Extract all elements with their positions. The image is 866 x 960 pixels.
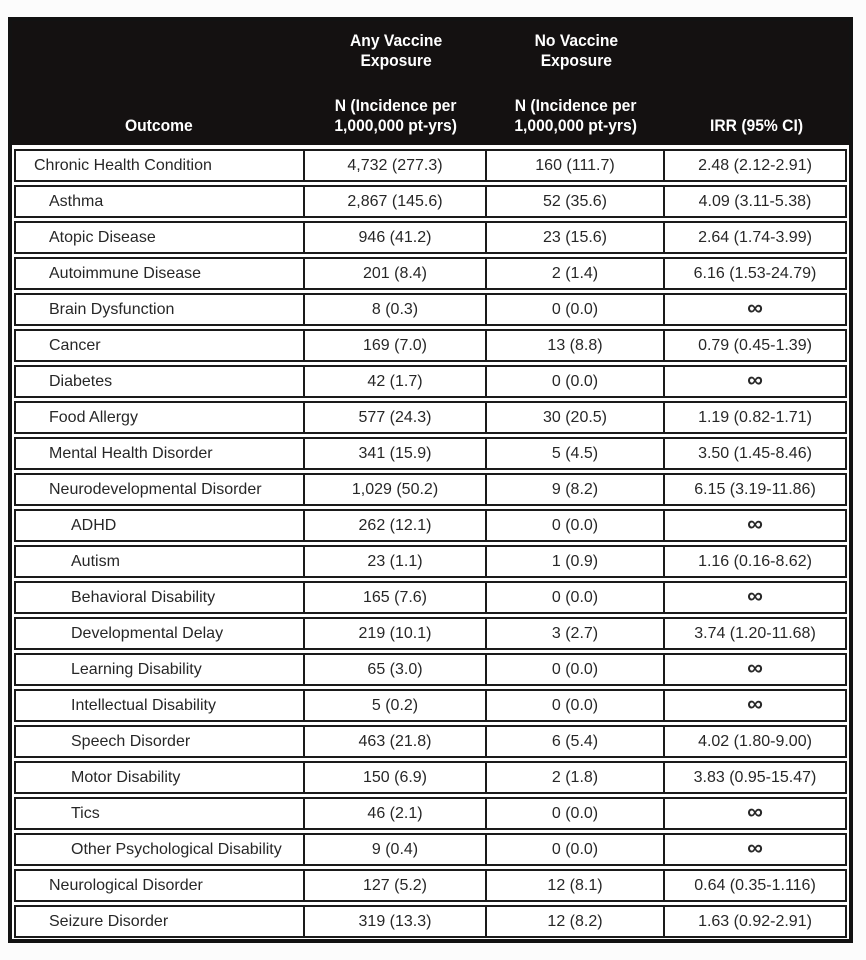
no-vaccine-cell: 23 (15.6) [487, 223, 665, 252]
table-row [14, 545, 847, 578]
any-vaccine-measure-title [329, 96, 462, 136]
irr-cell: ∞ [747, 511, 763, 536]
irr-cell: 2.48 (2.12-2.91) [698, 156, 812, 174]
header-cell-no-vaccine [487, 21, 665, 145]
no-vaccine-cell: 1 (0.9) [487, 547, 665, 576]
outcome-cell: Autism [16, 547, 305, 576]
no-vaccine-title-line2: Exposure [540, 51, 612, 71]
irr-cell: 0.64 (0.35-1.116) [694, 876, 816, 894]
irr-cell: ∞ [747, 835, 763, 860]
table-row [14, 509, 847, 542]
irr-cell: 1.19 (0.82-1.71) [698, 408, 812, 426]
outcome-cell: Cancer [16, 331, 305, 360]
table-row [14, 401, 847, 434]
table-row [14, 689, 847, 722]
table-row [14, 653, 847, 686]
any-vaccine-cell: 42 (1.7) [305, 367, 487, 396]
table-row [14, 185, 847, 218]
any-vaccine-measure-line1: N (Incidence per [335, 95, 457, 115]
any-vaccine-cell: 127 (5.2) [305, 871, 487, 900]
any-vaccine-measure-line2: 1,000,000 pt-yrs) [334, 115, 458, 135]
any-vaccine-cell: 46 (2.1) [305, 799, 487, 828]
outcome-cell: Neurological Disorder [16, 871, 305, 900]
outcome-cell: Other Psychological Disability [16, 835, 305, 864]
irr-cell: 3.83 (0.95-15.47) [693, 768, 817, 786]
no-vaccine-cell: 3 (2.7) [487, 619, 665, 648]
no-vaccine-cell: 2 (1.4) [487, 259, 665, 288]
table-row [14, 833, 847, 866]
table-row [14, 293, 847, 326]
outcome-cell: Diabetes [16, 367, 305, 396]
table-row [14, 149, 847, 182]
table-row [14, 221, 847, 254]
irr-cell: 3.74 (1.20-11.68) [694, 624, 816, 642]
table-row [14, 329, 847, 362]
outcome-cell: ADHD [16, 511, 305, 540]
irr-cell: 0.79 (0.45-1.39) [698, 336, 812, 354]
any-vaccine-cell: 2,867 (145.6) [305, 187, 487, 216]
table-body [12, 145, 849, 938]
any-vaccine-cell: 946 (41.2) [305, 223, 487, 252]
irr-cell: 4.09 (3.11-5.38) [698, 192, 812, 210]
outcome-cell: Tics [16, 799, 305, 828]
any-vaccine-cell: 165 (7.6) [305, 583, 487, 612]
irr-cell: ∞ [747, 799, 763, 824]
outcome-cell: Chronic Health Condition [16, 151, 305, 180]
any-vaccine-cell: 169 (7.0) [305, 331, 487, 360]
irr-cell: 6.16 (1.53-24.79) [693, 264, 817, 282]
any-vaccine-group-title [346, 21, 446, 71]
irr-cell: ∞ [747, 295, 763, 320]
table-row [14, 437, 847, 470]
any-vaccine-cell: 262 (12.1) [305, 511, 487, 540]
any-vaccine-cell: 577 (24.3) [305, 403, 487, 432]
outcome-cell: Autoimmune Disease [16, 259, 305, 288]
irr-cell: 2.64 (1.74-3.99) [698, 228, 812, 246]
any-vaccine-cell: 219 (10.1) [305, 619, 487, 648]
outcome-cell: Asthma [16, 187, 305, 216]
table-row [14, 617, 847, 650]
no-vaccine-cell: 0 (0.0) [487, 511, 665, 540]
any-vaccine-cell: 65 (3.0) [305, 655, 487, 684]
any-vaccine-cell: 1,029 (50.2) [305, 475, 487, 504]
outcome-cell: Behavioral Disability [16, 583, 305, 612]
table-row [14, 797, 847, 830]
no-vaccine-cell: 0 (0.0) [487, 655, 665, 684]
any-vaccine-cell: 8 (0.3) [305, 295, 487, 324]
table-row [14, 365, 847, 398]
irr-cell: ∞ [747, 691, 763, 716]
no-vaccine-cell: 0 (0.0) [487, 835, 665, 864]
no-vaccine-cell: 30 (20.5) [487, 403, 665, 432]
no-vaccine-measure-title [509, 96, 642, 136]
outcome-cell: Food Allergy [16, 403, 305, 432]
no-vaccine-cell: 12 (8.2) [487, 907, 665, 936]
outcome-cell: Brain Dysfunction [16, 295, 305, 324]
no-vaccine-cell: 0 (0.0) [487, 583, 665, 612]
irr-cell: ∞ [747, 655, 763, 680]
no-vaccine-cell: 0 (0.0) [487, 691, 665, 720]
no-vaccine-cell: 52 (35.6) [487, 187, 665, 216]
outcome-cell: Seizure Disorder [16, 907, 305, 936]
header-cell-irr [665, 21, 849, 145]
table-header [12, 21, 849, 145]
table-row [14, 581, 847, 614]
no-vaccine-measure-line1: N (Incidence per [515, 95, 637, 115]
table-row [14, 869, 847, 902]
table-row [14, 761, 847, 794]
outcome-cell: Mental Health Disorder [16, 439, 305, 468]
irr-cell: 3.50 (1.45-8.46) [698, 444, 812, 462]
no-vaccine-measure-line2: 1,000,000 pt-yrs) [514, 115, 638, 135]
no-vaccine-cell: 0 (0.0) [487, 367, 665, 396]
irr-header-label: IRR (95% CI) [710, 115, 804, 135]
header-cell-any-vaccine [305, 21, 487, 145]
outcome-cell: Speech Disorder [16, 727, 305, 756]
no-vaccine-title-line1: No Vaccine [534, 31, 618, 50]
table-row [14, 473, 847, 506]
table-row [14, 257, 847, 290]
irr-cell: ∞ [747, 367, 763, 392]
no-vaccine-cell: 0 (0.0) [487, 799, 665, 828]
no-vaccine-cell: 13 (8.8) [487, 331, 665, 360]
any-vaccine-cell: 463 (21.8) [305, 727, 487, 756]
any-vaccine-cell: 150 (6.9) [305, 763, 487, 792]
irr-cell: 6.15 (3.19-11.86) [694, 480, 816, 498]
table-row [14, 725, 847, 758]
outcome-cell: Motor Disability [16, 763, 305, 792]
header-cell-outcome [12, 21, 305, 145]
any-vaccine-cell: 319 (13.3) [305, 907, 487, 936]
any-vaccine-cell: 23 (1.1) [305, 547, 487, 576]
outcome-header-label: Outcome [124, 115, 193, 135]
outcome-cell: Intellectual Disability [16, 691, 305, 720]
no-vaccine-cell: 12 (8.1) [487, 871, 665, 900]
results-table [8, 17, 853, 943]
irr-cell: 4.02 (1.80-9.00) [698, 732, 812, 750]
irr-cell: 1.16 (0.16-8.62) [698, 552, 812, 570]
any-vaccine-cell: 9 (0.4) [305, 835, 487, 864]
outcome-cell: Developmental Delay [16, 619, 305, 648]
any-vaccine-cell: 341 (15.9) [305, 439, 487, 468]
no-vaccine-cell: 5 (4.5) [487, 439, 665, 468]
table-row [14, 905, 847, 938]
outcome-cell: Atopic Disease [16, 223, 305, 252]
any-vaccine-title-line2: Exposure [360, 51, 432, 71]
no-vaccine-cell: 2 (1.8) [487, 763, 665, 792]
outcome-cell: Neurodevelopmental Disorder [16, 475, 305, 504]
no-vaccine-cell: 6 (5.4) [487, 727, 665, 756]
outcome-cell: Learning Disability [16, 655, 305, 684]
no-vaccine-cell: 0 (0.0) [487, 295, 665, 324]
any-vaccine-cell: 4,732 (277.3) [305, 151, 487, 180]
irr-cell: ∞ [747, 583, 763, 608]
no-vaccine-cell: 9 (8.2) [487, 475, 665, 504]
no-vaccine-group-title [531, 21, 622, 71]
irr-cell: 1.63 (0.92-2.91) [698, 912, 812, 930]
any-vaccine-title-line1: Any Vaccine [349, 31, 443, 50]
any-vaccine-cell: 201 (8.4) [305, 259, 487, 288]
any-vaccine-cell: 5 (0.2) [305, 691, 487, 720]
no-vaccine-cell: 160 (111.7) [487, 151, 665, 180]
